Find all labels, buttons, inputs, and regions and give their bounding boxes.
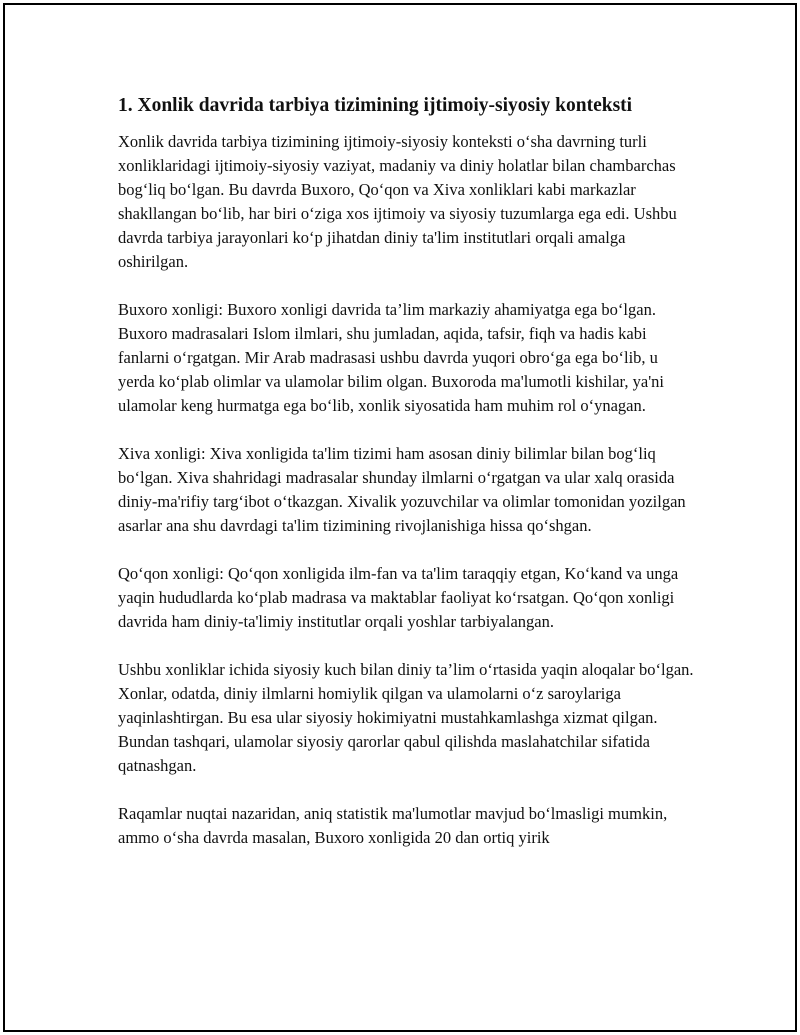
paragraph-kokand: Qo‘qon xonligi: Qo‘qon xonligida ilm-fan va ta'lim taraqqiy etgan, Ko‘kand va unga yaqin hududlarda ko‘plab madrasa va maktablar faoliyat ko‘rsatgan. Qo‘qon xonligi davrida ham diniy-ta'limiy institutlar orqali yoshlar tarbiyalangan. xyxy=(118,564,679,631)
paragraph-bukhara: Buxoro xonligi: Buxoro xonligi davrida ta’lim markaziy ahamiyatga ega bo‘lgan. Buxoro madrasalari Islom ilmlari, shu jumladan, aqida, tafsir, fiqh va hadis kabi fanlarni o‘rgatgan. Mir Arab madrasasi ushbu davrda yuqori obro‘ga ega bo‘lib, u yerda ko‘plab olimlar va ulamolar bilim olgan. Buxoroda ma'lumotli kishilar, ya'ni ulamolar keng hurmatga ega bo‘lib, xonlik siyosatida ham muhim rol o‘ynagan. xyxy=(118,300,664,415)
document-body xyxy=(118,94,698,874)
paragraph-khiva: Xiva xonligi: Xiva xonligida ta'lim tizimi ham asosan diniy bilimlar bilan bog‘liq bo‘lgan. Xiva shahridagi madrasalar shunday ilmlarni o‘rgatgan va ular xalq orasida diniy-ma'rifiy targ‘ibot o‘tkazgan. Xivalik yozuvchilar va olimlar tomonidan yozilgan asarlar ana shu davrdagi ta'lim tizimining rivojlanishiga hissa qo‘shgan. xyxy=(118,444,686,535)
section-heading: 1. Xonlik davrida tarbiya tizimining ijtimoiy-siyosiy konteksti xyxy=(118,95,633,116)
paragraph-politics: Ushbu xonliklar ichida siyosiy kuch bilan diniy ta’lim o‘rtasida yaqin aloqalar bo‘lgan. Xonlar, odatda, diniy ilmlarni homiylik qilgan va ulamolarni o‘z saroylariga yaqinlashtirgan. Bu esa ular siyosiy hokimiyatni mustahkamlashga xizmat qilgan. Bundan tashqari, ulamolar siyosiy qarorlar qabul qilishda maslahatchilar sifatida qatnashgan. xyxy=(118,660,694,775)
paragraph-statistics: Raqamlar nuqtai nazaridan, aniq statistik ma'lumotlar mavjud bo‘lmasligi mumkin, ammo o‘sha davrda masalan, Buxoro xonligida 20 dan ortiq yirik xyxy=(118,804,668,847)
paragraph-intro: Xonlik davrida tarbiya tizimining ijtimoiy-siyosiy konteksti o‘sha davrning turli xonliklaridagi ijtimoiy-siyosiy vaziyat, madaniy va diniy holatlar bilan chambarchas bog‘liq bo‘lgan. Bu davrda Buxoro, Qo‘qon va Xiva xonliklari kabi markazlar shakllangan bo‘lib, har biri o‘ziga xos ijtimoiy va siyosiy tuzumlarga ega edi. Ushbu davrda tarbiya jarayonlari ko‘p jihatdan diniy ta'lim institutlari orqali amalga oshirilgan. xyxy=(118,132,677,271)
